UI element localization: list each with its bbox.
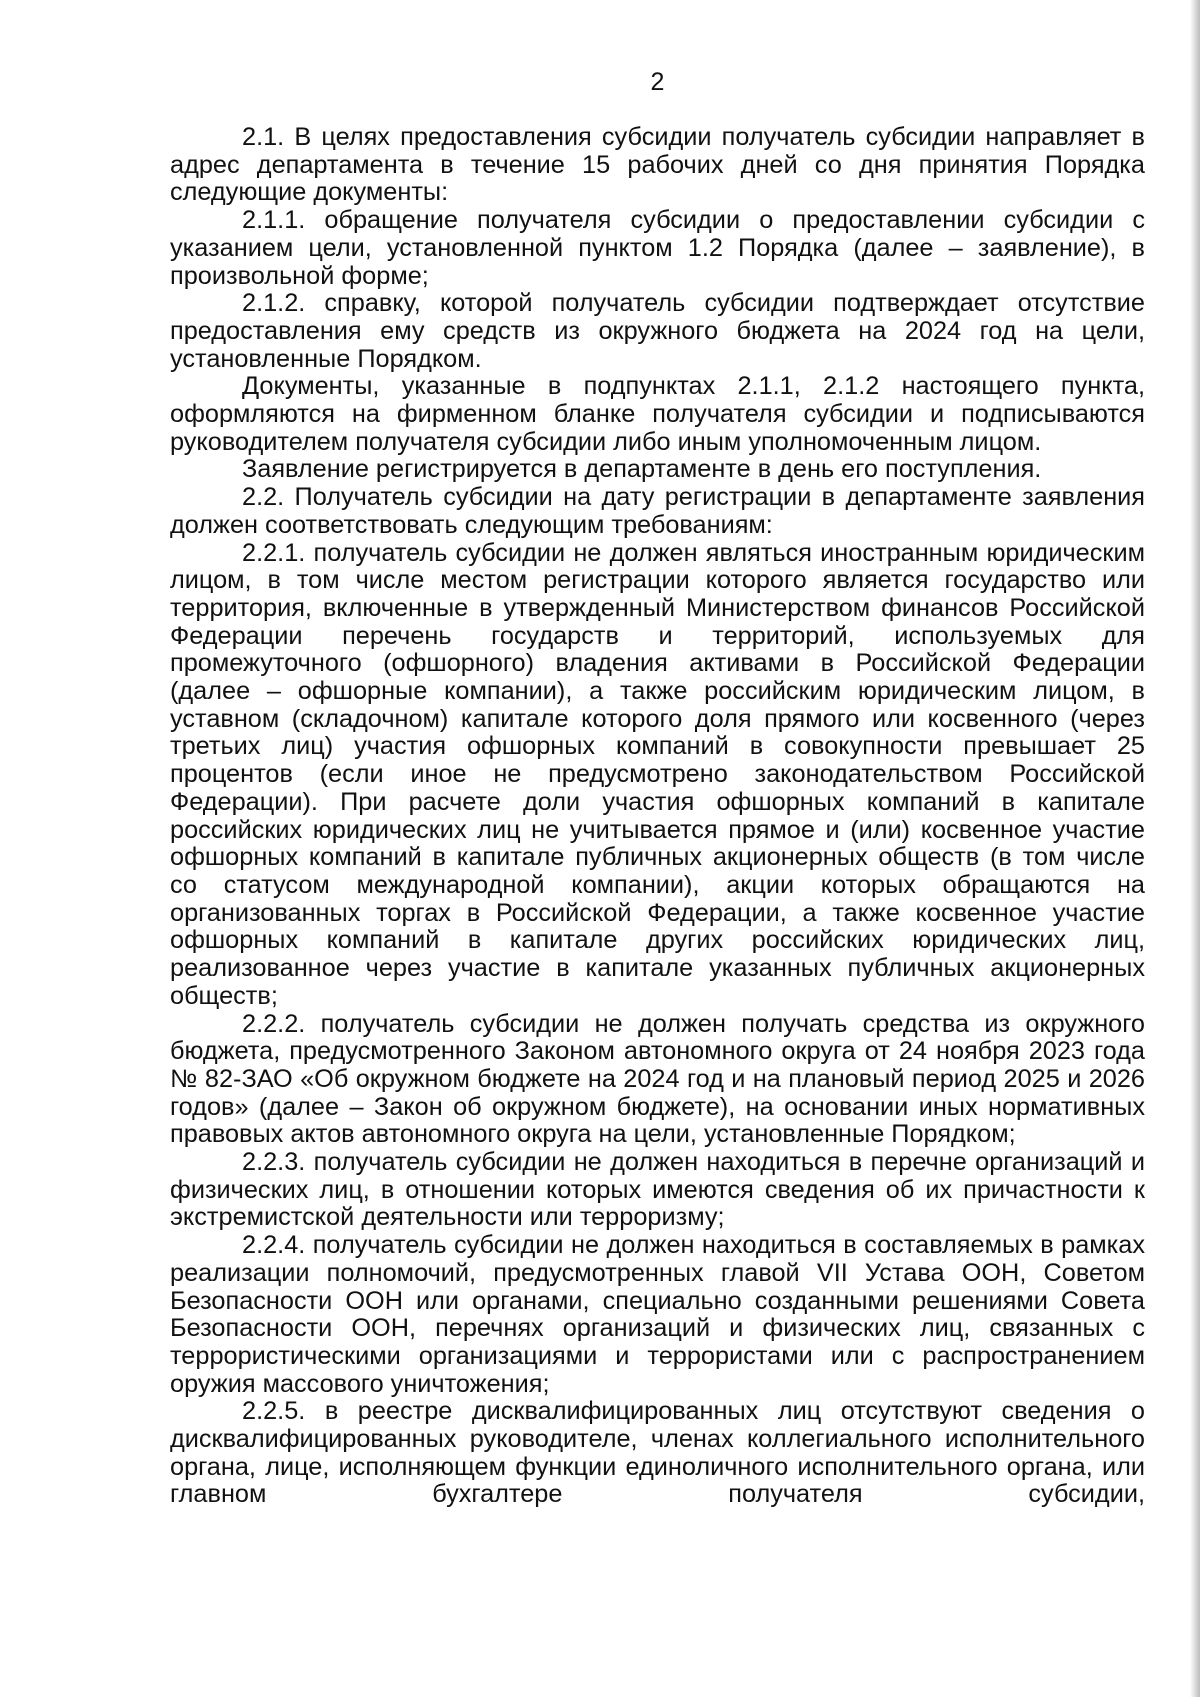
paragraph-registration-note: Заявление регистрируется в департаменте в день его поступления. (242, 455, 1042, 484)
document-body (170, 124, 1145, 1509)
paragraph-2-2-2: 2.2.2. получатель субсидии не должен получать средства из окружного бюджета, предусмотренного Законом автономного округа от 24 ноября 2023 года № 82-ЗАО «Об окружном бюджете на 2024 год и на плановый период 2025 и 2026 годов» (далее – Закон об окружном бюджете), на основании иных нормативных правовых актов автономного округа на цели, установленные Порядком; (170, 1009, 1145, 1149)
page-edge-shadow (1190, 0, 1200, 1697)
paragraph-2-2: 2.2. Получатель субсидии на дату регистрации в департаменте заявления должен соответствовать следующим требованиям: (170, 483, 1145, 539)
paragraph-documents-note: Документы, указанные в подпунктах 2.1.1, 2.1.2 настоящего пункта, оформляются на фирменном бланке получателя субсидии и подписываются руководителем получателя субсидии либо иным уполномоченным лицом. (170, 372, 1145, 456)
paragraph-2-1-2: 2.1.2. справку, которой получатель субсидии подтверждает отсутствие предоставления ему средств из окружного бюджета на 2024 год на цели, установленные Порядком. (170, 289, 1145, 373)
page-number: 2 (650, 68, 665, 96)
paragraph-2-1-1: 2.1.1. обращение получателя субсидии о предоставлении субсидии с указанием цели, установленной пунктом 1.2 Порядка (далее – заявление), в произвольной форме; (170, 206, 1145, 290)
paragraph-2-2-3: 2.2.3. получатель субсидии не должен находиться в перечне организаций и физических лиц, в отношении которых имеются сведения об их причастности к экстремистской деятельности или терроризму; (170, 1148, 1145, 1232)
paragraph-2-2-1: 2.2.1. получатель субсидии не должен являться иностранным юридическим лицом, в том числе местом регистрации которого является государство или территория, включенные в утвержденный Министерством финансов Российской Федерации перечень государств и территорий, используемых для промежуточного (офшорного) владения активами в Российской Федерации (далее – офшорные компании), а также российским юридическим лицом, в уставном (складочном) капитале которого доля прямого или косвенного (через третьих лиц) участия офшорных компаний в совокупности превышает 25 процентов (если иное не предусмотрено законодательством Российской Федерации). При расчете доли участия офшорных компаний в капитале российских юридических лиц не учитывается прямое и (или) косвенное участие офшорных компаний в капитале публичных акционерных обществ (в том числе со статусом международной компании), акции которых обращаются на организованных торгах в Российской Федерации, а также косвенное участие офшорных компаний в капитале других российских юридических лиц, реализованное через участие в капитале указанных публичных акционерных обществ; (170, 538, 1145, 1010)
paragraph-2-1: 2.1. В целях предоставления субсидии получатель субсидии направляет в адрес департамента в течение 15 рабочих дней со дня принятия Порядка следующие документы: (170, 123, 1145, 207)
paragraph-2-2-4: 2.2.4. получатель субсидии не должен находиться в составляемых в рамках реализации полномочий, предусмотренных главой VII Устава ООН, Советом Безопасности ООН или органами, специально созданными решениями Совета Безопасности ООН, перечнях организаций и физических лиц, связанных с террористическими организациями и террористами или с распространением оружия массового уничтожения; (170, 1231, 1145, 1398)
paragraph-2-2-5: 2.2.5. в реестре дисквалифицированных лиц отсутствуют сведения о дисквалифицированных руководителе, членах коллегиального исполнительного органа, лице, исполняющем функции единоличного исполнительного органа, или главном бухгалтере получателя субсидии, (170, 1397, 1145, 1509)
